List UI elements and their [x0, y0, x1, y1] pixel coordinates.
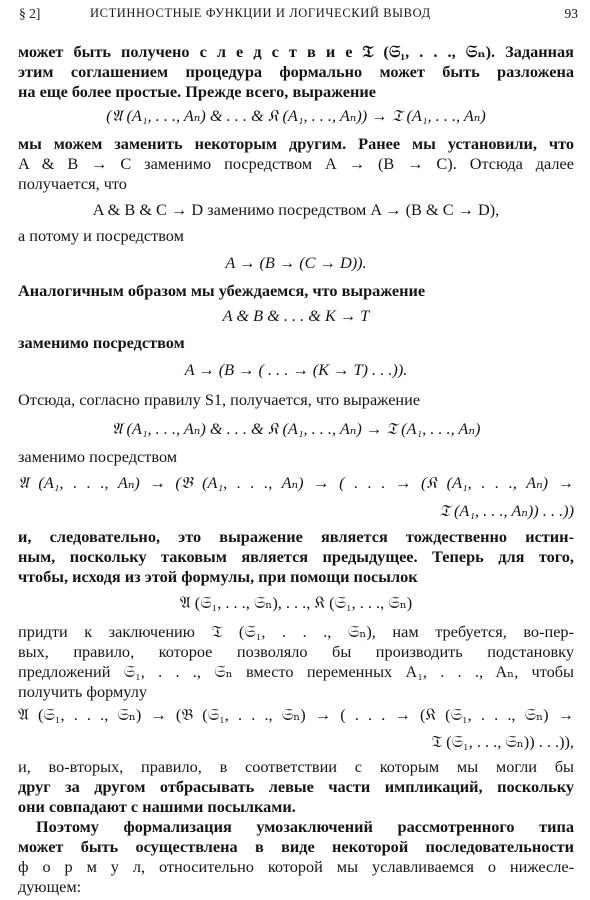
formula-line: A & B & C → D заменимо посредством A → (B & C → D),: [92, 200, 500, 219]
page-number: 93: [564, 6, 578, 21]
text-line: может быть осуществлена в виде некоторой последовательности: [18, 837, 574, 856]
formula-line: 𝔄 (A₁, . . ., Aₙ) → (𝔅 (A₁, . . ., Aₙ) → ( . . . → (𝔎 (A₁, . . ., Aₙ) →: [18, 473, 574, 492]
text-line: может быть получено с л е д с т в и е 𝔗 (𝔖₁, . . ., 𝔖ₙ). Заданная: [18, 42, 574, 61]
text-line: чтобы, исходя из этой формулы, при помощи посылок: [18, 567, 418, 586]
formula-line: 𝔄 (𝔖₁, . . ., 𝔖ₙ), . . ., 𝔎 (𝔖₁, . . ., 𝔖ₙ): [179, 593, 413, 612]
text-line: получить формулу: [18, 682, 147, 701]
formula-line: 𝔄 (A₁, . . ., Aₙ) & . . . & 𝔎 (A₁, . . ., Aₙ) → 𝔗 (A₁, . . ., Aₙ): [111, 419, 481, 438]
text-line: мы можем заменить некоторым другим. Ранее мы установили, что: [18, 134, 574, 153]
text-line: ф о р м у л, относительно которой мы уславливаемся о нижесле-: [18, 857, 574, 876]
section-marker: § 2]: [19, 6, 41, 21]
text-line: этим соглашением процедура формально может быть разложена: [18, 62, 574, 81]
text-line: придти к заключению 𝔗 (𝔖₁, . . ., 𝔖ₙ), нам требуется, во-пер-: [18, 622, 574, 641]
text-line: A & B → C заменимо посредством A → (B → C). Отсюда далее: [18, 154, 574, 173]
text-line: Поэтому формализация умозаключений рассмотренного типа: [36, 817, 574, 836]
text-line: и, следовательно, это выражение является тождественно истин-: [18, 527, 574, 546]
text-line: друг за другом отбрасывать левые части импликаций, поскольку: [18, 777, 574, 796]
text-line: они совпадают с нашими посылками.: [18, 797, 296, 816]
running-header: [0, 0, 590, 24]
text-line: на еще более простые. Прежде всего, выражение: [18, 82, 376, 101]
formula-line: 𝔗 (A₁, . . ., Aₙ)) . . .)): [439, 501, 574, 520]
formula-line: 𝔗 (𝔖₁, . . ., 𝔖ₙ)) . . .)),: [431, 732, 574, 751]
text-line: дующем:: [18, 877, 82, 896]
running-title: ИСТИННОСТНЫЕ ФУНКЦИИ И ЛОГИЧЕСКИЙ ВЫВОД: [90, 6, 431, 20]
text-line: заменимо посредством: [18, 447, 178, 466]
text-line: Отсюда, согласно правилу S1, получается, что выражение: [18, 390, 421, 409]
text-line: Аналогичным образом мы убеждаемся, что выражение: [18, 281, 426, 300]
text-line: вых, правило, которое позволяло бы производить подстановку: [18, 642, 574, 661]
text-line: ным, поскольку таковым является предыдущее. Теперь для того,: [18, 547, 574, 566]
text-line: заменимо посредством: [18, 333, 185, 352]
formula-line: A & B & . . . & K → T: [222, 306, 370, 325]
formula-line: 𝔄 (𝔖₁, . . ., 𝔖ₙ) → (𝔅 (𝔖₁, . . ., 𝔖ₙ) → ( . . . → (𝔎 (𝔖₁, . . ., 𝔖ₙ) →: [18, 705, 574, 724]
formula-line: A → (B → ( . . . → (K → T) . . .)).: [184, 360, 408, 379]
text-line: предложений 𝔖₁, . . ., 𝔖ₙ вместо переменных A₁, . . ., Aₙ, чтобы: [18, 662, 574, 681]
text-line: и, во-вторых, правило, в соответствии с которым мы могли бы: [18, 757, 574, 776]
formula-line: A → (B → (C → D)).: [225, 253, 367, 272]
text-line: получается, что: [18, 174, 127, 193]
text-line: а потому и посредством: [18, 226, 184, 245]
formula-line: (𝔄 (A₁, . . ., Aₙ) & . . . & 𝔎 (A₁, . . ., Aₙ)) → 𝔗 (A₁, . . ., Aₙ): [106, 106, 486, 125]
